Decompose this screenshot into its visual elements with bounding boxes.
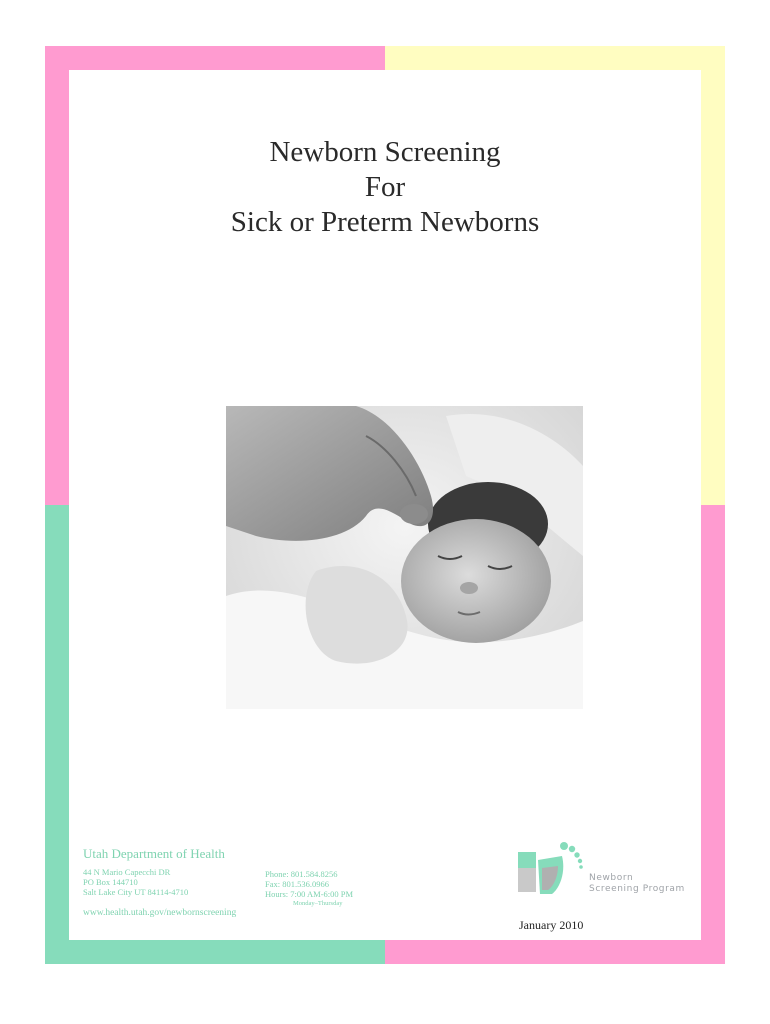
frame-top-right-yellow — [385, 46, 725, 70]
frame-right-bottom-pink — [701, 505, 725, 964]
footer-contact-block — [83, 846, 225, 897]
document-title — [69, 135, 701, 240]
phone-number: Phone: 801.584.8256 — [265, 869, 338, 879]
title-line-3: Sick or Preterm Newborns — [230, 206, 540, 238]
office-days: Monday–Thursday — [293, 900, 343, 907]
website-link[interactable]: www.health.utah.gov/newbornscreening — [83, 908, 237, 918]
logo-line-2: Screening Program — [589, 884, 685, 894]
department-name: Utah Department of Health — [83, 846, 225, 861]
logo-wordmark — [589, 873, 685, 895]
fax-number: Fax: 801.536.0966 — [265, 879, 329, 889]
frame-left-bottom-mint — [45, 505, 69, 964]
title-line-1: Newborn Screening — [269, 136, 501, 168]
logo-line-1: Newborn — [589, 873, 634, 883]
footprint-icon — [518, 838, 588, 908]
office-hours: Hours: 7:00 AM-6:00 PM — [265, 889, 354, 899]
frame-left-top-pink — [45, 46, 69, 505]
frame-bottom-left-mint — [45, 940, 385, 964]
frame-bottom-right-pink — [385, 940, 725, 964]
publication-date: January 2010 — [519, 918, 584, 932]
newborn-photo — [226, 406, 583, 709]
title-line-2: For — [364, 171, 406, 203]
frame-right-top-yellow — [701, 46, 725, 505]
address-line-2: PO Box 144710 — [83, 877, 138, 887]
frame-top-left-pink — [45, 46, 385, 70]
phone-hours-block — [265, 869, 353, 908]
address-line-1: 44 N Mario Capecchi DR — [83, 867, 171, 877]
address-line-3: Salt Lake City UT 84114-4710 — [83, 887, 189, 897]
